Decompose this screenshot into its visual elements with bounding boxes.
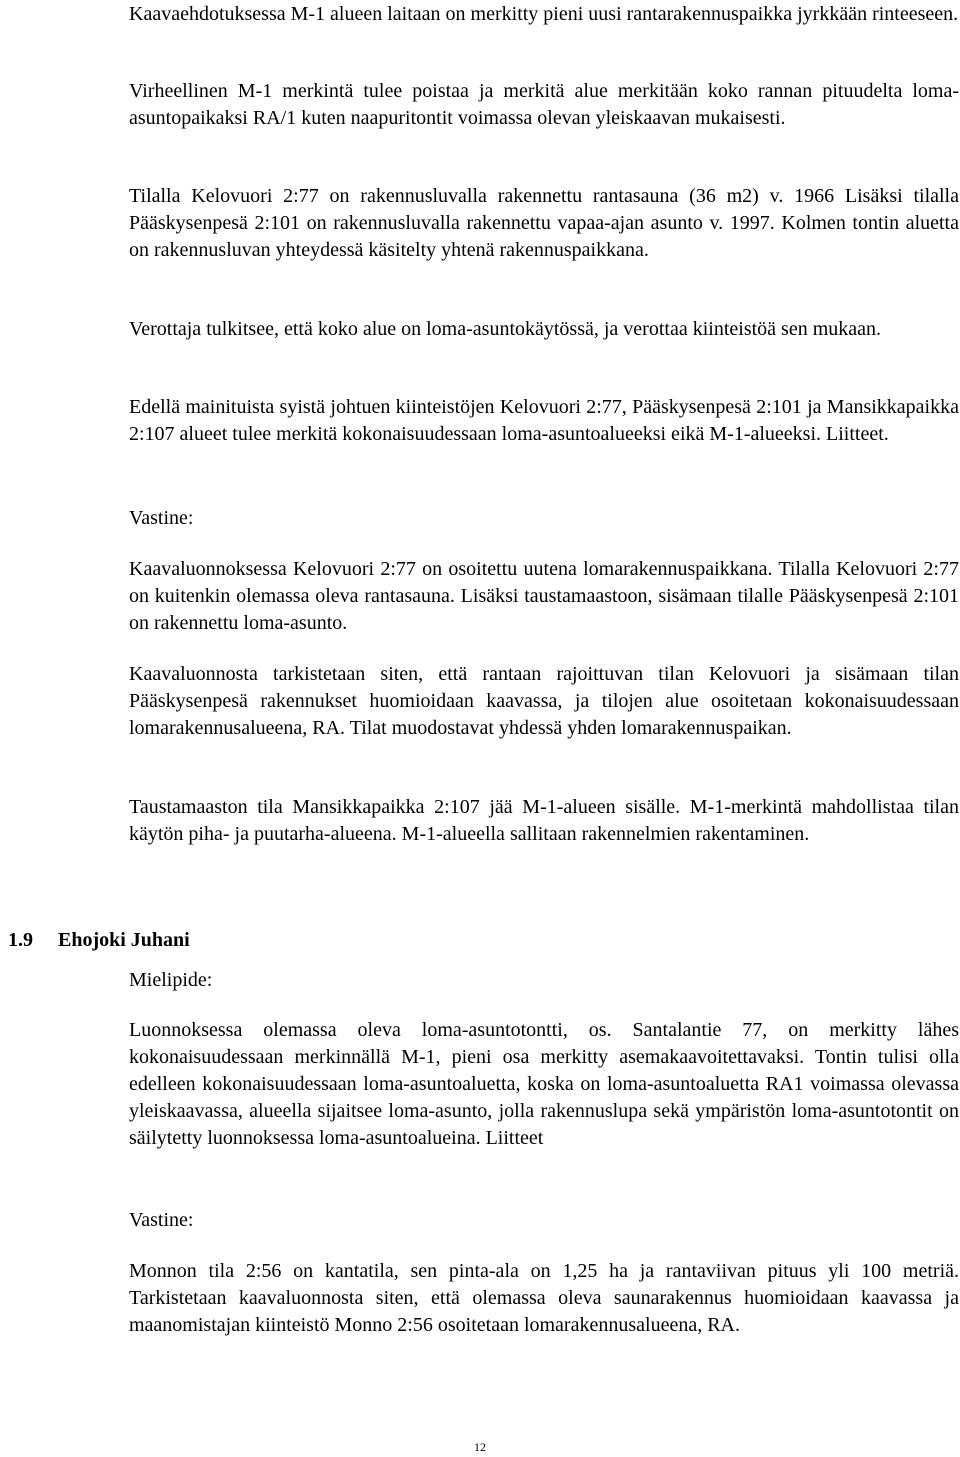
- vastine-label-2: Vastine:: [129, 1209, 194, 1231]
- paragraph-5: Edellä mainituista syistä johtuen kiinteistöjen Kelovuori 2:77, Pääskysenpesä 2:101 ja Mansikkapaikka 2:107 alueet tulee merkitä kokonaisuudessaan loma-asuntoalueeksi eikä M-1-alueeksi. Liitteet.: [129, 396, 959, 445]
- vastine-label-1: Vastine:: [129, 507, 194, 529]
- paragraph-2: Virheellinen M-1 merkintä tulee poistaa ja merkitä alue merkitään koko rannan pituudelta loma-asuntopaikaksi RA/1 kuten naapuritontit voimassa olevan yleiskaavan mukaisesti.: [129, 80, 959, 129]
- paragraph-10: Monnon tila 2:56 on kantatila, sen pinta-ala on 1,25 ha ja rantaviivan pituus yli 100 metriä. Tarkistetaan kaavaluonnosta siten, että olemassa oleva saunarakennus huomioidaan kaavassa ja maanomistajan kiinteistö Monno 2:56 osoitetaan lomarakennusalueena, RA.: [129, 1260, 959, 1336]
- paragraph-7: Kaavaluonnosta tarkistetaan siten, että rantaan rajoittuvan tilan Kelovuori ja sisämaan tilan Pääskysenpesä rakennukset huomioidaan kaavassa, ja tilojen alue osoitetaan kokonaisuudessaan lomarakennusalueena, RA. Tilat muodostavat yhdessä yhden lomarakennuspaikan.: [129, 663, 959, 739]
- paragraph-6: Kaavaluonnoksessa Kelovuori 2:77 on osoitettu uutena lomarakennuspaikkana. Tilalla Kelovuori 2:77 on kuitenkin olemassa oleva rantasauna. Lisäksi taustamaastoon, sisämaan tilalle Pääskysenpesä 2:101 on rakennettu loma-asunto.: [129, 558, 959, 634]
- paragraph-8: Taustamaaston tila Mansikkapaikka 2:107 jää M-1-alueen sisälle. M-1-merkintä mahdollistaa tilan käytön piha- ja puutarha-alueena. M-1-alueella sallitaan rakennelmien rakentaminen.: [129, 796, 959, 845]
- paragraph-3: Tilalla Kelovuori 2:77 on rakennusluvalla rakennettu rantasauna (36 m2) v. 1966 Lisäksi tilalla Pääskysenpesä 2:101 on rakennusluvalla rakennettu vapaa-ajan asunto v. 1997. Kolmen tontin aluetta on rakennusluvan yhteydessä käsitelty yhtenä rakennuspaikkana.: [129, 185, 959, 261]
- paragraph-4: Verottaja tulkitsee, että koko alue on loma-asuntokäytössä, ja verottaa kiinteistöä sen mukaan.: [129, 318, 882, 340]
- paragraph-1: Kaavaehdotuksessa M-1 alueen laitaan on merkitty pieni uusi rantarakennuspaikka jyrkkään rinteeseen.: [129, 3, 959, 25]
- section-heading: [8, 927, 190, 954]
- section-number: 1.9: [8, 929, 33, 951]
- page-number: 12: [474, 1440, 486, 1454]
- section-title: Ehojoki Juhani: [58, 929, 190, 951]
- paragraph-9: Luonnoksessa olemassa oleva loma-asuntotontti, os. Santalantie 77, on merkitty lähes kokonaisuudessaan merkinnällä M-1, pieni osa merkitty asemakaavoitettavaksi. Tontin tulisi olla edelleen kokonaisuudessaan loma-asuntoaluetta, koska on loma-asuntoaluetta RA1 voimassa olevassa yleiskaavassa, alueella sijaitsee loma-asunto, jolla rakennuslupa sekä ympäristön loma-asuntotontit on säilytetty luonnoksessa loma-asuntoalueina. Liitteet: [129, 1019, 959, 1149]
- mielipide-label: Mielipide:: [129, 969, 213, 991]
